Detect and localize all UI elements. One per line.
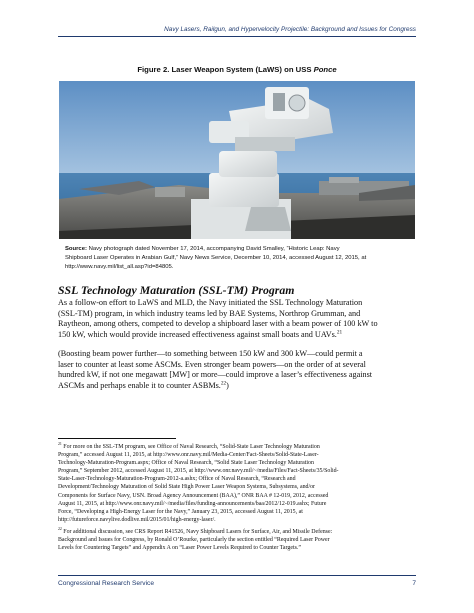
header-rule [58, 36, 416, 37]
figure-source [65, 245, 410, 272]
figure-title-ship: Ponce [313, 65, 337, 74]
footnote-line: Technology-Maturation-Program.aspx; Office of Naval Research, “Solid State Laser Technology Maturation [58, 460, 314, 467]
footnote-ref-21[interactable]: 21 [336, 329, 343, 336]
page-number: 7 [412, 580, 416, 587]
running-header: Navy Lasers, Railgun, and Hypervelocity Projectile: Background and Issues for Congress [164, 26, 416, 33]
section-heading: SSL Technology Maturation (SSL-TM) Program [58, 283, 295, 297]
source-line: Navy photograph dated November 17, 2014, accompanying David Smalley, “Historic Leap: Navy [86, 246, 340, 252]
paragraph-line: hundred kW, if not one megawatt [MW] or more—could improve a laser’s effectiveness against [58, 370, 373, 380]
footnote-line: For additional discussion, see CRS Report R41526, Navy Shipboard Lasers for Surface, Air, and Missile Defense: [61, 528, 333, 535]
footnote-rule [58, 438, 176, 439]
paragraph-line-text: ASCMs and perhaps enable it to counter ASBMs. [58, 381, 221, 391]
footnote-22 [58, 528, 418, 536]
footnotes [58, 443, 418, 552]
footnote-line: Program,” September 2012, accessed August 11, 2015, at http://www.onr.navy.mil/~/media/Files/Fact-Sheets/35/Solid- [58, 468, 339, 475]
footnote-line: State-Laser-Technology-Maturation-Program-2012-a.ashx; Office of Naval Research, “Research and [58, 476, 296, 483]
footnote-line: Background and Issues for Congress, by Ronald O’Rourke, particularly the section entitled “Required Laser Power [58, 537, 330, 544]
paragraph-line: As a follow-on effort to LaWS and MLD, the Navy initiated the SSL Technology Maturation [58, 298, 363, 307]
source-line: Shipboard Laser Operates in Arabian Gulf,” Navy News Service, December 10, 2014, accessed August 12, 2015, at [65, 255, 367, 262]
footnote-line: Force, “Developing a High-Energy Laser for the Navy,” January 23, 2015, accessed August 11, 2015, at [58, 508, 303, 515]
footnote-21 [58, 443, 418, 451]
paragraph-beam-power [58, 349, 416, 392]
paragraph-line: laser to counter at least some ASCMs. Even stronger beam powers—on the order of at several [58, 359, 366, 369]
paragraph-line [58, 381, 416, 392]
footer-rule [58, 575, 416, 576]
paragraph-line: (SSL-TM) program, in which industry teams led by BAE Systems, Northrop Grumman, and [58, 308, 361, 318]
paragraph-line: Raytheon, among others, competed to develop a shipboard laser with a beam power of 100 kW to [58, 319, 378, 329]
paragraph-line: (Boosting beam power further—to something between 150 kW and 300 kW—could permit a [58, 349, 363, 358]
footnote-number: 22 [58, 526, 62, 531]
paragraph-line-text: 150 kW, which would provide increased effectiveness against small boats and UAVs. [58, 330, 337, 340]
footnote-line: Development/Technology Maturation of Solid State High Power Laser Weapon Systems, Subsystems, and/or [58, 484, 316, 491]
figure-title [58, 65, 416, 74]
paragraph-ssl-tm [58, 298, 416, 341]
footer-publisher: Congressional Research Service [58, 580, 155, 587]
footnote-line: August 11, 2015, at http://www.onr.navy.mil/~/media/files/funding-announcements/baa/2012/12-019.ashx; Future [58, 500, 327, 507]
paragraph-close-paren: ) [226, 381, 229, 391]
footnote-line: Program,” accessed August 11, 2015, at http://www.onr.navy.mil/Media-Center/Fact-Sheets/Solid-State-Laser- [58, 452, 319, 459]
footnote-ref-22[interactable]: 22 [220, 380, 227, 387]
source-label: Source: [65, 246, 87, 252]
figure-title-prefix: Figure 2. Laser Weapon System (LaWS) on USS [137, 65, 314, 74]
source-line: http://www.navy.mil/list_all.asp?id=84805. [65, 264, 174, 271]
footnote-line: http://futureforce.navylive.dodlive.mil/2015/01/high-energy-laser/. [58, 516, 216, 523]
footnote-line: Levels for Countering Targets” and Appendix A on “Laser Power Levels Required to Counter Targets.” [58, 545, 301, 552]
footnote-line: For more on the SSL-TM program, see Office of Naval Research, “Solid-State Laser Technology Maturation [61, 444, 320, 450]
footnote-number: 21 [58, 442, 62, 447]
paragraph-line [58, 330, 416, 341]
laws-photo [59, 81, 415, 239]
footnote-line: Components for Surface Navy, USN. Broad Agency Announcement (BAA),” ONR BAA # 12-019, 2012, accessed [58, 492, 329, 499]
